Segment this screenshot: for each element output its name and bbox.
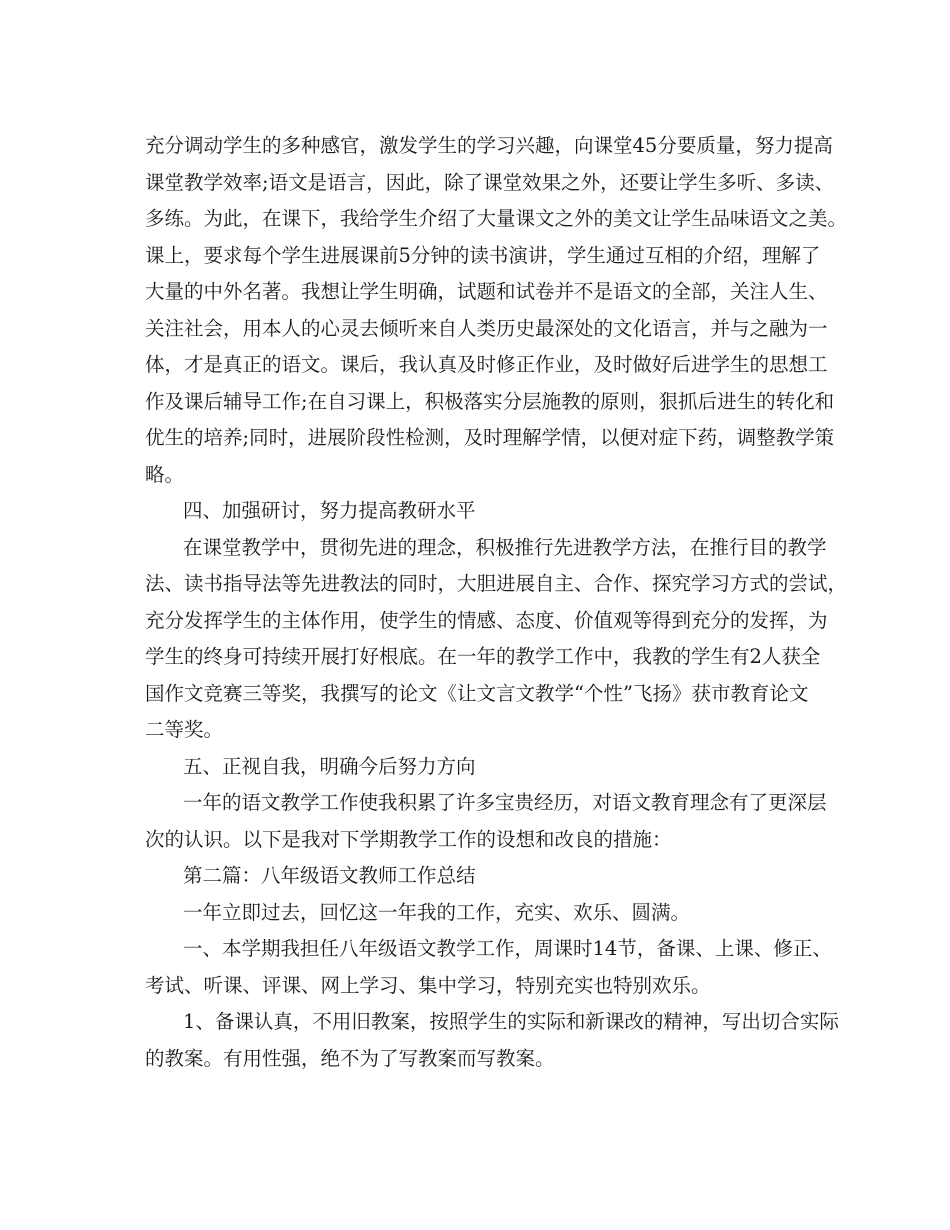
text-line: 课上，要求每个学生进展课前5分钟的读书演讲，学生通过互相的介绍，理解了 bbox=[145, 243, 821, 267]
text-line: 国作文竞赛三等奖，我撰写的论文《让文言文教学“个性”飞扬》获市教育论文 bbox=[145, 681, 809, 705]
text-line: 二等奖。 bbox=[145, 718, 224, 741]
text-line: 课堂教学效率;语文是语言，因此，除了课堂效果之外，还要让学生多听、多读、 bbox=[145, 170, 835, 194]
text-line: 优生的培养;同时，进展阶段性检测，及时理解学情，以便对症下药，调整教学策 bbox=[145, 426, 835, 449]
text-line: 略。 bbox=[145, 462, 185, 486]
text-line: 法、读书指导法等先进教法的同时，大胆进展自主、合作、探究学习方式的尝试， bbox=[145, 572, 848, 595]
text-line: 四、加强研讨，努力提高教研水平 bbox=[183, 499, 476, 522]
text-line: 关注社会，用本人的心灵去倾听来自人类历史最深处的文化语言，并与之融为一 bbox=[145, 316, 828, 340]
text-line: 多练。为此，在课下，我给学生介绍了大量课文之外的美文让学生品味语文之美。 bbox=[145, 207, 848, 230]
text-line: 大量的中外名著。我想让学生明确，试题和试卷并不是语文的全部，关注人生、 bbox=[145, 280, 828, 303]
text-line: 在课堂教学中，贯彻先进的理念，积极推行先进教学方法，在推行目的教学 bbox=[183, 535, 827, 559]
text-line: 一、本学期我担任八年级语文教学工作，周课时14节，备课、上课、修正、 bbox=[183, 937, 832, 960]
text-line: 五、正视自我，明确今后努力方向 bbox=[183, 754, 476, 778]
document-body bbox=[145, 128, 848, 1077]
text-line: 考试、听课、评课、网上学习、集中学习，特别充实也特别欢乐。 bbox=[145, 973, 711, 997]
text-line: 学生的终身可持续开展打好根底。在一年的教学工作中，我教的学生有2人获全 bbox=[145, 645, 821, 668]
text-line: 次的认识。以下是我对下学期教学工作的设想和改良的措施： bbox=[145, 827, 672, 851]
text-line: 1、备课认真，不用旧教案，按照学生的实际和新课改的精神，写出切合实际 bbox=[183, 1010, 839, 1033]
text-line: 作及课后辅导工作;在自习课上，积极落实分层施教的原则，狠抓后进生的转化和 bbox=[145, 389, 835, 413]
text-line: 一年的语文教学工作使我积累了许多宝贵经历，对语文教育理念有了更深层 bbox=[183, 791, 827, 814]
text-line: 体，才是真正的语文。课后，我认真及时修正作业，及时做好后进学生的思想工 bbox=[145, 353, 828, 376]
text-line: 充分调动学生的多种感官，激发学生的学习兴趣，向课堂45分要质量，努力提高 bbox=[145, 134, 833, 157]
text-line: 第二篇：八年级语文教师工作总结 bbox=[183, 864, 476, 887]
text-line: 的教案。有用性强，绝不为了写教案而写教案。 bbox=[145, 1046, 555, 1070]
text-line: 充分发挥学生的主体作用，使学生的情感、态度、价值观等得到充分的发挥，为 bbox=[145, 608, 828, 632]
text-line: 一年立即过去，回忆这一年我的工作，充实、欢乐、圆满。 bbox=[183, 900, 691, 924]
